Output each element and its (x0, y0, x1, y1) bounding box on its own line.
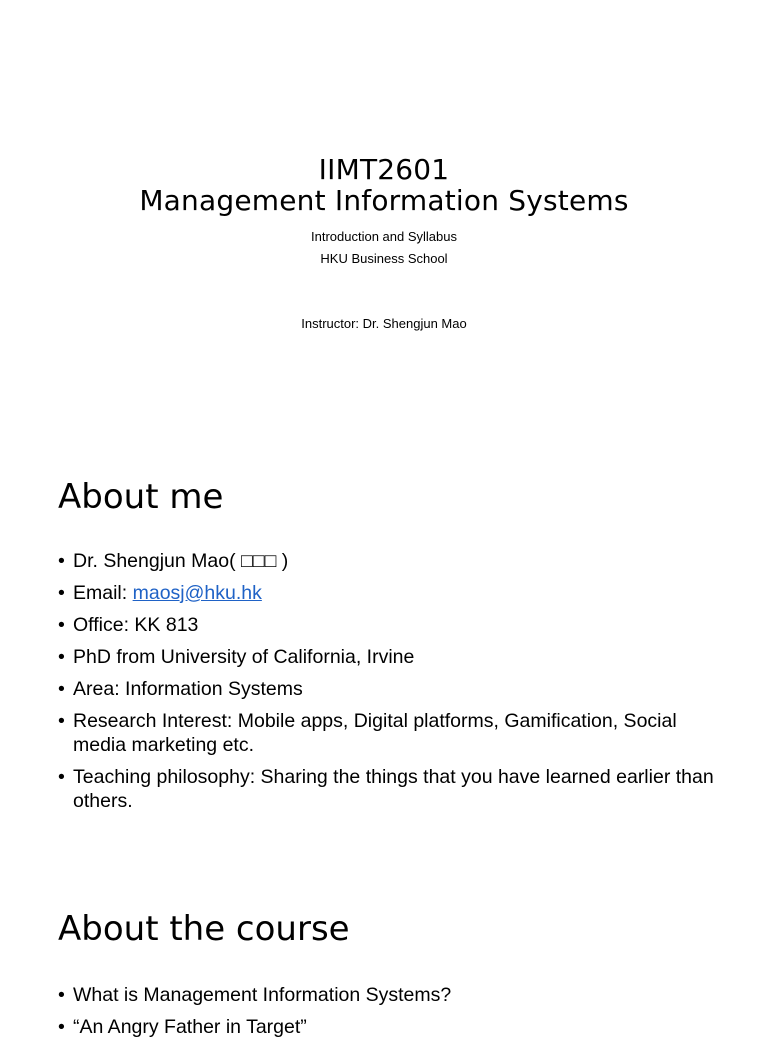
bullet-dot: • (58, 646, 65, 668)
subtitle-school: HKU Business School (320, 251, 448, 266)
bullet-email (58, 581, 718, 605)
bullet-research (58, 709, 718, 757)
research-text: Research Interest: Mobile apps, Digital platforms, Gamification, Social media marketing etc. (73, 710, 677, 756)
phd-text: PhD from University of California, Irvine (73, 646, 415, 668)
bullet-dot: • (58, 614, 65, 636)
about-course-slide (0, 866, 768, 1038)
bullet-dot: • (58, 1016, 65, 1038)
bullet-office (58, 613, 718, 637)
area-text: Area: Information Systems (73, 678, 303, 700)
bullet-dot: • (58, 550, 65, 572)
about-course-heading: About the course (58, 909, 350, 949)
office-text: Office: KK 813 (73, 614, 199, 636)
instructor-name: Dr. Shengjun Mao( □□□ ) (73, 550, 289, 572)
title-slide (0, 0, 768, 433)
about-course-list (58, 983, 718, 1047)
bullet-area (58, 677, 718, 701)
bullet-dot: • (58, 582, 65, 604)
course-name: Management Information Systems (139, 184, 629, 217)
instructor-line: Instructor: Dr. Shengjun Mao (301, 316, 467, 331)
email-label: Email: (73, 582, 133, 604)
subtitle-introduction: Introduction and Syllabus (311, 229, 457, 244)
bullet-dot: • (58, 710, 65, 732)
bullet-dot: • (58, 766, 65, 788)
list-item (58, 983, 718, 1007)
about-me-heading: About me (58, 477, 224, 517)
course-code: IIMT2601 (318, 153, 450, 186)
bullet-phd (58, 645, 718, 669)
bullet-dot: • (58, 984, 65, 1006)
about-me-slide (0, 433, 768, 866)
course-bullet-text: What is Management Information Systems? (73, 984, 452, 1006)
email-link[interactable]: maosj@hku.hk (132, 582, 262, 604)
bullet-dot: • (58, 678, 65, 700)
bullet-name (58, 549, 718, 573)
bullet-teaching (58, 765, 718, 813)
about-me-list (58, 549, 718, 821)
course-bullet-text: “An Angry Father in Target” (73, 1016, 307, 1038)
teaching-text: Teaching philosophy: Sharing the things that you have learned earlier than others. (73, 766, 714, 812)
list-item (58, 1015, 718, 1039)
